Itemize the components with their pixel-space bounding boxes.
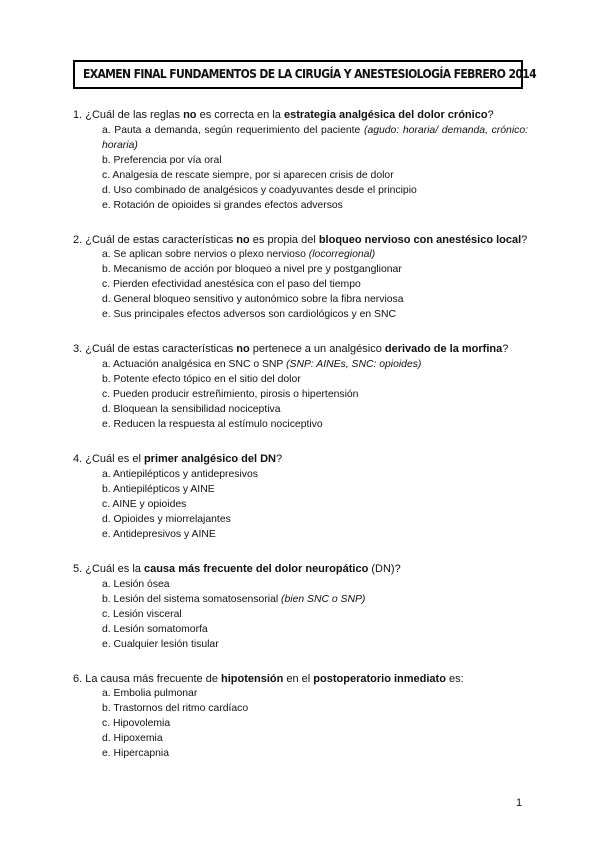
answer-option: [73, 607, 528, 622]
answer-option: [73, 387, 528, 402]
answer-option: [73, 497, 528, 512]
answer-option: [73, 402, 528, 417]
page-number: 1: [516, 797, 523, 809]
question-spacer: [73, 322, 528, 342]
question-fragment: ¿Cuál de estas características: [85, 343, 237, 356]
question-fragment: ¿Cuál es el: [85, 453, 144, 466]
question-emphasis: estrategia analgésica del dolor crónico: [283, 109, 488, 121]
answer-option: [73, 577, 528, 592]
question-fragment: es:: [445, 672, 464, 685]
answer-option: [73, 372, 528, 387]
answer-option: [73, 183, 528, 198]
answer-option-note: (bien SNC o SNP): [281, 593, 366, 605]
answer-option-note: (SNP: AINEs, SNC: opioides): [286, 359, 422, 371]
question-number: 2.: [73, 233, 83, 246]
answer-option: [73, 277, 528, 292]
answer-option-label: e. Sus principales efectos adversos son cardiológicos y en SNC: [102, 309, 396, 321]
question-5: [73, 562, 528, 672]
question-fragment: ?: [276, 453, 283, 466]
question-emphasis: primer analgésico del DN: [143, 453, 276, 466]
answer-option: [73, 512, 528, 527]
answer-option-label: b. Trastornos del ritmo cardíaco: [102, 703, 249, 715]
question-fragment: ¿Cuál de estas características: [85, 233, 237, 246]
answer-option: [73, 467, 528, 482]
answer-option: [73, 262, 528, 277]
question-text: [73, 108, 528, 123]
question-emphasis: no: [183, 109, 197, 121]
answer-option-label: d. Uso combinado de analgésicos y coadyuvantes desde el principio: [102, 184, 417, 196]
answer-option: [73, 731, 528, 746]
question-emphasis: causa más frecuente del dolor neuropático: [143, 562, 369, 575]
answer-option-label: d. Opioides y miorrelajantes: [102, 513, 231, 525]
question-spacer: [73, 213, 528, 233]
answer-option-label: e. Rotación de opioides si grandes efectos adversos: [102, 199, 343, 211]
question-emphasis: hipotensión: [221, 672, 284, 685]
answer-option: [73, 153, 528, 168]
question-fragment: ?: [502, 343, 509, 356]
answer-option: [73, 307, 528, 322]
question-fragment: en el: [283, 672, 314, 685]
question-text: [73, 233, 528, 248]
question-fragment: ¿Cuál es la: [85, 562, 144, 575]
answer-option-label: e. Hipercapnia: [102, 748, 170, 760]
answer-options: [73, 577, 528, 652]
question-fragment: es propia del: [249, 233, 319, 246]
question-list: [73, 108, 528, 761]
answer-option: [73, 592, 528, 607]
answer-option-label: c. Pierden efectividad anestésica con el paso del tiempo: [102, 279, 361, 291]
answer-option-note: (agudo: horaria/ demanda, crónico: horaria): [102, 124, 528, 151]
question-fragment: ¿Cuál de las reglas: [85, 109, 184, 121]
answer-options: [73, 247, 528, 322]
question-number: 6.: [73, 672, 83, 685]
answer-option: [73, 716, 528, 731]
answer-option-label: a. Lesión ósea: [102, 578, 170, 590]
answer-option-label: c. Pueden producir estreñimiento, pirosis o hipertensión: [102, 389, 359, 401]
question-spacer: [73, 432, 528, 452]
answer-option-label: c. Hipovolemia: [102, 718, 171, 730]
question-text: [73, 562, 528, 577]
answer-option: [73, 746, 528, 761]
answer-option-label: e. Antidepresivos y AINE: [102, 528, 216, 540]
answer-option-label: a. Se aplican sobre nervios o plexo nervioso: [102, 249, 309, 261]
answer-option-label: d. Lesión somatomorfa: [102, 623, 208, 635]
answer-option: [73, 482, 528, 497]
question-fragment: (DN)?: [368, 562, 401, 575]
question-6: [73, 672, 528, 762]
question-number: 1.: [73, 109, 83, 121]
answer-option-label: b. Antiepilépticos y AINE: [102, 483, 215, 495]
answer-option-label: d. Bloquean la sensibilidad nociceptiva: [102, 404, 281, 416]
answer-option: [73, 357, 528, 372]
answer-option-label: b. Preferencia por vía oral: [102, 154, 222, 166]
question-fragment: ?: [487, 109, 494, 121]
answer-option-label: c. AINE y opioides: [102, 498, 187, 510]
question-emphasis: postoperatorio inmediato: [313, 672, 446, 685]
answer-option-label: b. Lesión del sistema somatosensorial: [102, 593, 282, 605]
question-number: 3.: [73, 343, 83, 356]
answer-option-label: e. Cualquier lesión tisular: [102, 638, 219, 650]
answer-option-label: c. Analgesia de rescate siempre, por si aparecen crisis de dolor: [102, 169, 394, 181]
answer-option-label: a. Pauta a demanda, según requerimiento del paciente: [102, 124, 364, 136]
answer-option: [73, 686, 528, 701]
answer-option-label: c. Lesión visceral: [102, 608, 182, 620]
answer-option-label: b. Potente efecto tópico en el sitio del dolor: [102, 374, 301, 386]
question-emphasis: bloqueo nervioso con anestésico local: [318, 233, 522, 246]
answer-options: [73, 123, 528, 213]
exam-title: EXAMEN FINAL FUNDAMENTOS DE LA CIRUGÍA Y ANESTESIOLOGÍA FEBRERO 2014: [83, 67, 537, 81]
question-1: [73, 108, 528, 233]
answer-option-label: b. Mecanismo de acción por bloqueo a nivel pre y postganglionar: [102, 264, 402, 276]
question-number: 4.: [73, 453, 83, 466]
question-number: 5.: [73, 562, 83, 575]
question-emphasis: no: [236, 233, 250, 246]
answer-option-label: d. Hipoxemia: [102, 733, 163, 745]
answer-option-label: e. Reducen la respuesta al estímulo nociceptivo: [102, 419, 323, 431]
answer-option: [73, 701, 528, 716]
question-fragment: pertenece a un analgésico: [249, 343, 385, 356]
question-text: [73, 452, 528, 467]
exam-title-box: [73, 60, 537, 89]
answer-option: [73, 168, 528, 183]
answer-option: [73, 247, 528, 262]
question-text: [73, 672, 528, 687]
answer-options: [73, 467, 528, 542]
question-spacer: [73, 542, 528, 562]
answer-option-label: a. Antiepilépticos y antidepresivos: [102, 468, 258, 480]
answer-option-label: d. General bloqueo sensitivo y autonómico sobre la fibra nerviosa: [102, 294, 404, 306]
answer-option: [73, 637, 528, 652]
answer-option: [73, 198, 528, 213]
question-text: [73, 342, 528, 357]
question-spacer: [73, 652, 528, 672]
question-emphasis: derivado de la morfina: [384, 343, 503, 356]
question-3: [73, 342, 528, 452]
answer-option-note: (locorregional): [308, 249, 376, 261]
answer-options: [73, 686, 528, 761]
question-fragment: ?: [521, 233, 528, 246]
question-fragment: es correcta en la: [196, 109, 284, 121]
answer-option-label: a. Actuación analgésica en SNC o SNP: [102, 359, 287, 371]
question-emphasis: no: [236, 343, 250, 356]
answer-option-label: a. Embolia pulmonar: [102, 688, 198, 700]
answer-option: [73, 417, 528, 432]
question-2: [73, 233, 528, 343]
answer-option: [73, 292, 528, 307]
question-fragment: La causa más frecuente de: [85, 672, 221, 685]
answer-option: [73, 527, 528, 542]
answer-option: [73, 622, 528, 637]
answer-options: [73, 357, 528, 432]
answer-option: [73, 123, 528, 153]
question-4: [73, 452, 528, 562]
